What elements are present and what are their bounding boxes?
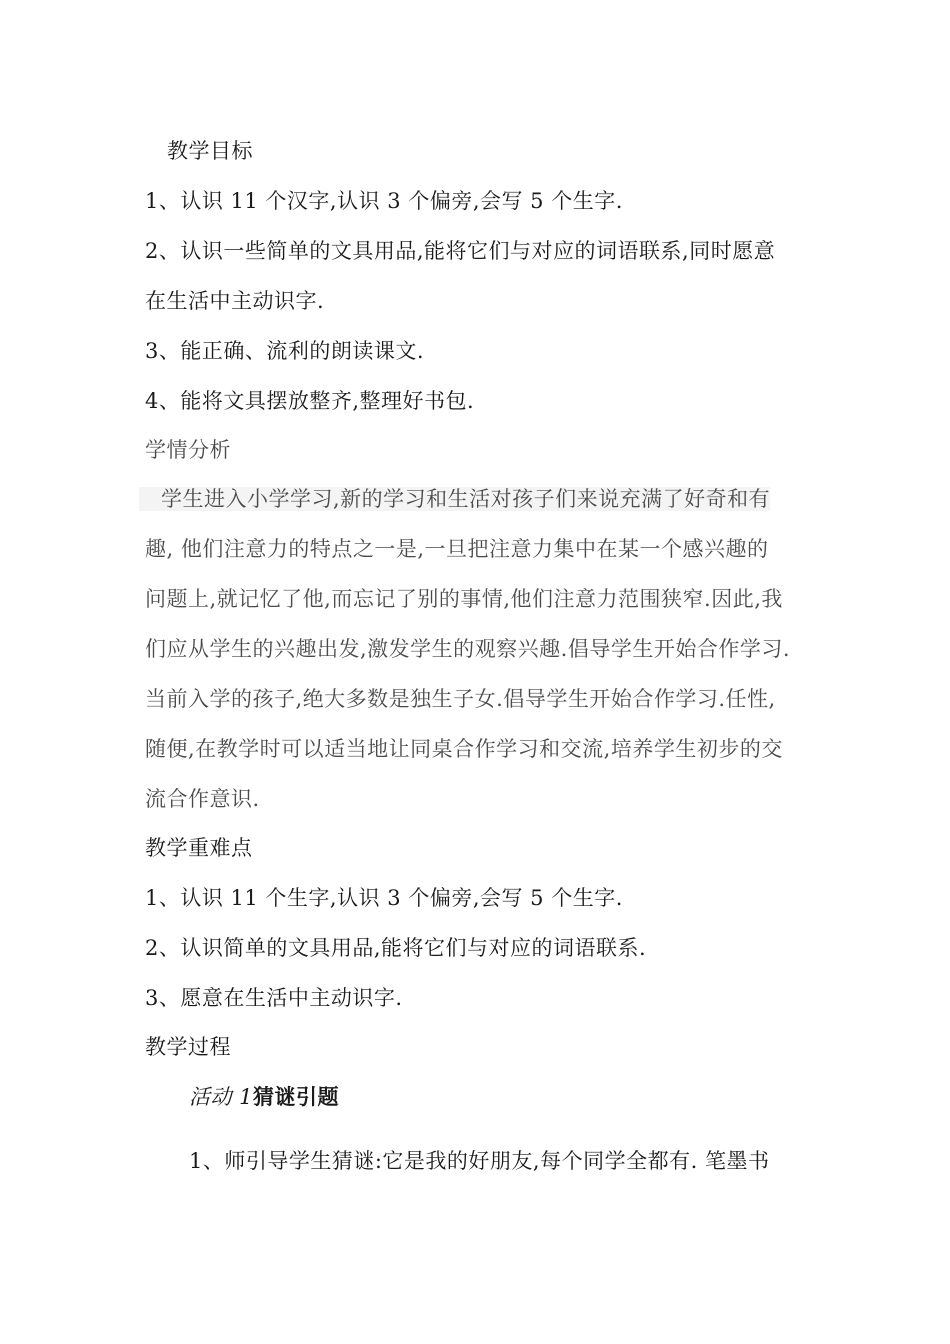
objective-item-4: 4、能将文具摆放整齐,整理好书包.: [145, 389, 475, 413]
activity-title: 猜谜引题: [253, 1085, 340, 1109]
objective-item-1: 1、认识 11 个汉字,认识 3 个偏旁,会写 5 个生字.: [145, 189, 623, 213]
analysis-line-1-text: 学生进入小学学习,新的学习和生活对孩子们来说充满了好奇和有: [139, 487, 770, 511]
analysis-line-2: 趣, 他们注意力的特点之一是,一旦把注意力集中在某一个感兴趣的: [145, 537, 769, 561]
analysis-line-4: 们应从学生的兴趣出发,激发学生的观察兴趣.倡导学生开始合作学习.: [145, 637, 791, 661]
process-step-1: 1、师引导学生猜谜:它是我的好朋友,每个同学全都有. 笔墨书: [189, 1149, 770, 1173]
key-point-item-1: 1、认识 11 个生字,认识 3 个偏旁,会写 5 个生字.: [145, 886, 623, 910]
analysis-line-3: 问题上,就记忆了他,而忘记了别的事情,他们注意力范围狭窄.因此,我: [145, 587, 783, 611]
analysis-line-6: 随便,在教学时可以适当地让同桌合作学习和交流,培养学生初步的交: [145, 737, 783, 761]
process-heading: 教学过程: [145, 1035, 231, 1059]
activity-label: 活动 1: [189, 1085, 254, 1109]
objective-item-2: 2、认识一些简单的文具用品,能将它们与对应的词语联系,同时愿意: [145, 239, 776, 263]
key-point-item-3: 3、愿意在生活中主动识字.: [145, 986, 403, 1010]
key-point-item-2: 2、认识简单的文具用品,能将它们与对应的词语联系.: [145, 936, 647, 960]
analysis-line-7: 流合作意识.: [145, 787, 260, 811]
analysis-line-1: [145, 484, 770, 514]
key-points-heading: 教学重难点: [145, 836, 253, 860]
analysis-line-5: 当前入学的孩子,绝大多数是独生子女.倡导学生开始合作学习.任性,: [145, 687, 776, 711]
activity-heading: [189, 1082, 339, 1112]
objective-item-3: 3、能正确、流利的朗读课文.: [145, 339, 425, 363]
objective-item-2-cont: 在生活中主动识字.: [145, 289, 325, 313]
objectives-heading: 教学目标: [167, 139, 253, 163]
analysis-heading: 学情分析: [145, 438, 231, 462]
